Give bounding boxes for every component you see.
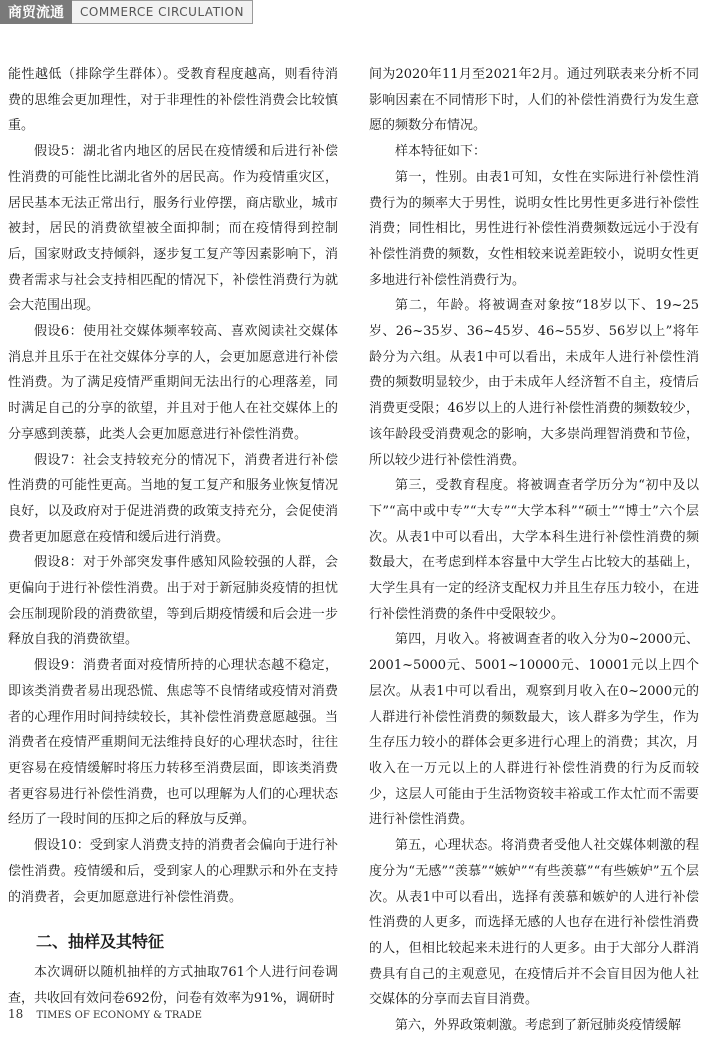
paragraph: 样本特征如下：	[395, 144, 487, 160]
page-footer	[8, 1007, 202, 1021]
journal-name: TIMES OF ECONOMY & TRADE	[36, 1010, 202, 1021]
paragraph: 假设5：湖北省内地区的居民在疫情缓和后进行补偿性消费的可能性比湖北省外的居民高。作为疫情重灾区，居民基本无法正常出行，服务行业停摆，商店歇业，城市被封，居民的消费欲望被全面抑制；而在疫情得到控制后，国家财政支持倾斜，逐步复工复产等因素影响下，消费者需求与社会支持相匹配的情况下，补偿性消费行为就会大范围出现。	[8, 144, 338, 314]
paragraph: 本次调研以随机抽样的方式抽取761个人进行问卷调查，共收回有效问卷692份，问卷有效率为91%，调研时	[8, 965, 338, 1006]
paragraph: 第二，年龄。将被调查对象按“18岁以下、19~25岁、26~35岁、36~45岁、46~55岁、56岁以上”将年龄分为六组。从表1中可以看出，未成年人进行补偿性消费的频数明显较少，由于未成年人经济暂不自主，疫情后消费更受限；46岁以上的人进行补偿性消费的频数较少，该年龄段受消费观念的影响，大多崇尚理智消费和节俭，所以较少进行补偿性消费。	[369, 298, 699, 468]
page-number: 18	[8, 1007, 24, 1021]
paragraph: 第三，受教育程度。将被调查者学历分为“初中及以下”“高中或中专”“大专”“大学本科”“硕士”“博士”六个层次。从表1中可以看出，大学本科生进行补偿性消费的频数最大，在考虑到样本容量中大学生占比较大的基础上，大学生具有一定的经济支配权力并且生存压力较小，在进行补偿性消费的条件中受限较少。	[369, 478, 699, 622]
paragraph: 第六，外界政策刺激。考虑到了新冠肺炎疫情缓解	[395, 1018, 682, 1034]
right-column	[369, 62, 699, 1039]
section-label-cn: 商贸流通	[0, 0, 72, 24]
paragraph: 假设10：受到家人消费支持的消费者会偏向于进行补偿性消费。疫情缓和后，受到家人的心理默示和外在支持的消费者，会更加愿意进行补偿性消费。	[8, 838, 338, 905]
paragraph: 能性越低（排除学生群体）。受教育程度越高，则看待消费的思维会更加理性，对于非理性的补偿性消费会比较慎重。	[8, 67, 338, 134]
paragraph: 假设6：使用社交媒体频率较高、喜欢阅读社交媒体消息并且乐于在社交媒体分享的人，会更加愿意进行补偿性消费。为了满足疫情严重期间无法出行的心理落差，同时满足自己的分享的欲望，并且对于他人在社交媒体上的分享感到羡慕，此类人会更加愿意进行补偿性消费。	[8, 324, 338, 442]
left-column	[8, 62, 338, 1012]
section-label-en: COMMERCE CIRCULATION	[72, 0, 253, 24]
paragraph: 假设8：对于外部突发事件感知风险较强的人群，会更偏向于进行补偿性消费。出于对于新冠肺炎疫情的担忧会压制现阶段的消费欲望，等到后期疫情缓和后会进一步释放自我的消费欲望。	[8, 555, 338, 648]
paragraph: 第一，性别。由表1可知，女性在实际进行补偿性消费行为的频率大于男性，说明女性比男性更多进行补偿性消费；同性相比，男性进行补偿性消费频数远远小于没有补偿性消费的频数，女性相较来说差距较小，说明女性更多地进行补偿性消费行为。	[369, 169, 699, 288]
paragraph: 假设7：社会支持较充分的情况下，消费者进行补偿性消费的可能性更高。当地的复工复产和服务业恢复情况良好，以及政府对于促进消费的政策支持充分，会促使消费者更加愿意在疫情和缓后进行消费。	[8, 452, 338, 545]
section-heading: 二、抽样及其特征	[36, 932, 165, 952]
page-header	[0, 0, 253, 24]
paragraph: 第四，月收入。将被调查者的收入分为0~2000元、2001~5000元、5001~10000元、10001元以上四个层次。从表1中可以看出，观察到月收入在0~2000元的人群进行补偿性消费的频数最大，该人群多为学生，作为生存压力较小的群体会更多进行心理上的消费；其次，月收入在一万元以上的人群进行补偿性消费的行为反而较少，这层人可能由于生活物资较丰裕或工作太忙而不需要进行补偿性消费。	[369, 632, 699, 828]
paragraph: 第五，心理状态。将消费者受他人社交媒体刺激的程度分为“无感”“羡慕”“嫉妒”“有些羡慕”“有些嫉妒”五个层次。从表1中可以看出，选择有羡慕和嫉妒的人进行补偿性消费的人更多，而选择无感的人也存在进行补偿性消费的人，但相比较起来未进行的人更多。由于大部分人群消费具有自己的主观意见，在疫情后并不会盲目因为他人社交媒体的分享而去盲目消费。	[369, 838, 699, 1008]
paragraph: 假设9：消费者面对疫情所持的心理状态越不稳定，即该类消费者易出现恐慌、焦虑等不良情绪或疫情对消费者的心理作用时间持续较长，其补偿性消费意愿越强。当消费者在疫情严重期间无法维持良好的心理状态时，往往更容易在疫情缓解时将压力转移至消费层面，即该类消费者更容易进行补偿性消费，也可以理解为人们的心理状态经历了一段时间的压抑之后的释放与反弹。	[8, 658, 338, 828]
paragraph: 间为2020年11月至2021年2月。通过列联表来分析不同影响因素在不同情形下时，人们的补偿性消费行为发生意愿的频数分布情况。	[369, 67, 699, 134]
